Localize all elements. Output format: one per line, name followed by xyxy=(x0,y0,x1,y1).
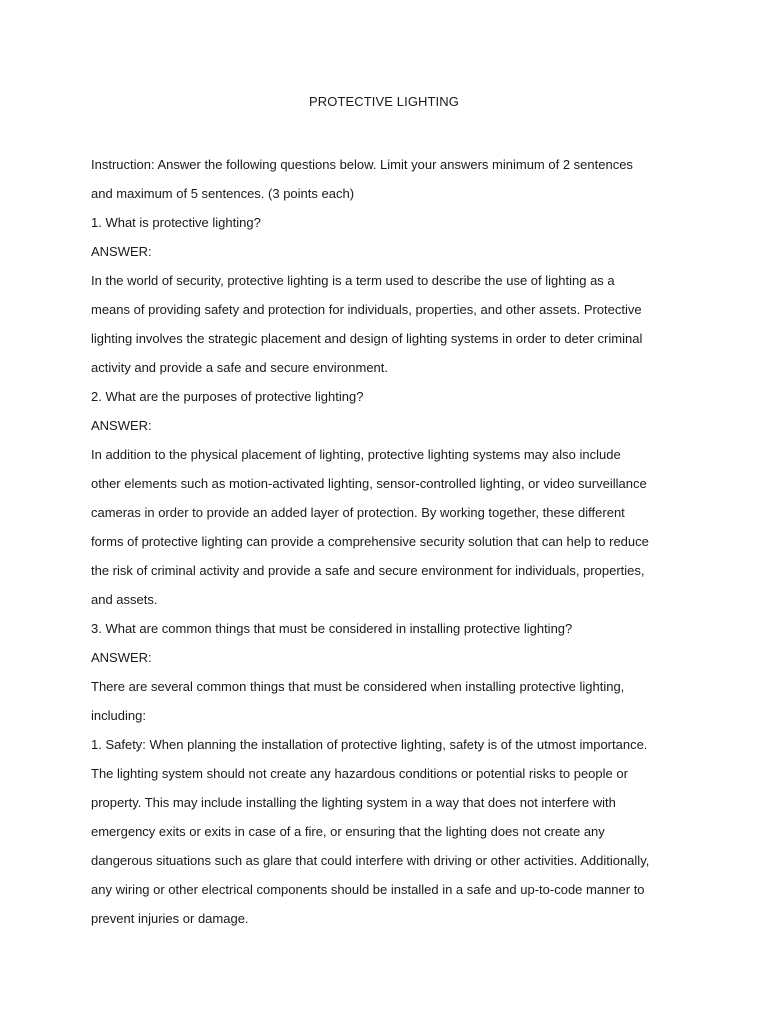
answer-label-2: ANSWER: xyxy=(91,418,152,433)
page-title: PROTECTIVE LIGHTING xyxy=(309,94,459,109)
document-body xyxy=(91,150,651,933)
answer-label-3: ANSWER: xyxy=(91,650,152,665)
answer-3: There are several common things that must be considered when installing protective lighting, including: xyxy=(91,679,625,723)
answer-3-item-1: 1. Safety: When planning the installation of protective lighting, safety is of the utmost importance. The lighting system should not create any hazardous conditions or potential risks to people or property. This may include installing the lighting system in a way that does not interfere with emergency exits or exits in case of a fire, or ensuring that the lighting does not create any dangerous situations such as glare that could interfere with driving or other activities. Additionally, any wiring or other electrical components should be installed in a safe and up-to-code manner to prevent injuries or damage. xyxy=(91,737,650,926)
question-2: 2. What are the purposes of protective lighting? xyxy=(91,389,364,404)
answer-label-1: ANSWER: xyxy=(91,244,152,259)
instruction-text: Instruction: Answer the following questions below. Limit your answers minimum of 2 sentences and maximum of 5 sentences. (3 points each) xyxy=(91,157,633,201)
answer-1: In the world of security, protective lighting is a term used to describe the use of lighting as a means of providing safety and protection for individuals, properties, and other assets. Protective lighting involves the strategic placement and design of lighting systems in order to deter criminal activity and provide a safe and secure environment. xyxy=(91,273,643,375)
answer-2: In addition to the physical placement of lighting, protective lighting systems may also include other elements such as motion-activated lighting, sensor-controlled lighting, or video surveillance cameras in order to provide an added layer of protection. By working together, these different forms of protective lighting can provide a comprehensive security solution that can help to reduce the risk of criminal activity and provide a safe and secure environment for individuals, properties, and assets. xyxy=(91,447,649,607)
question-1: 1. What is protective lighting? xyxy=(91,215,261,230)
question-3: 3. What are common things that must be considered in installing protective lighting? xyxy=(91,621,573,636)
